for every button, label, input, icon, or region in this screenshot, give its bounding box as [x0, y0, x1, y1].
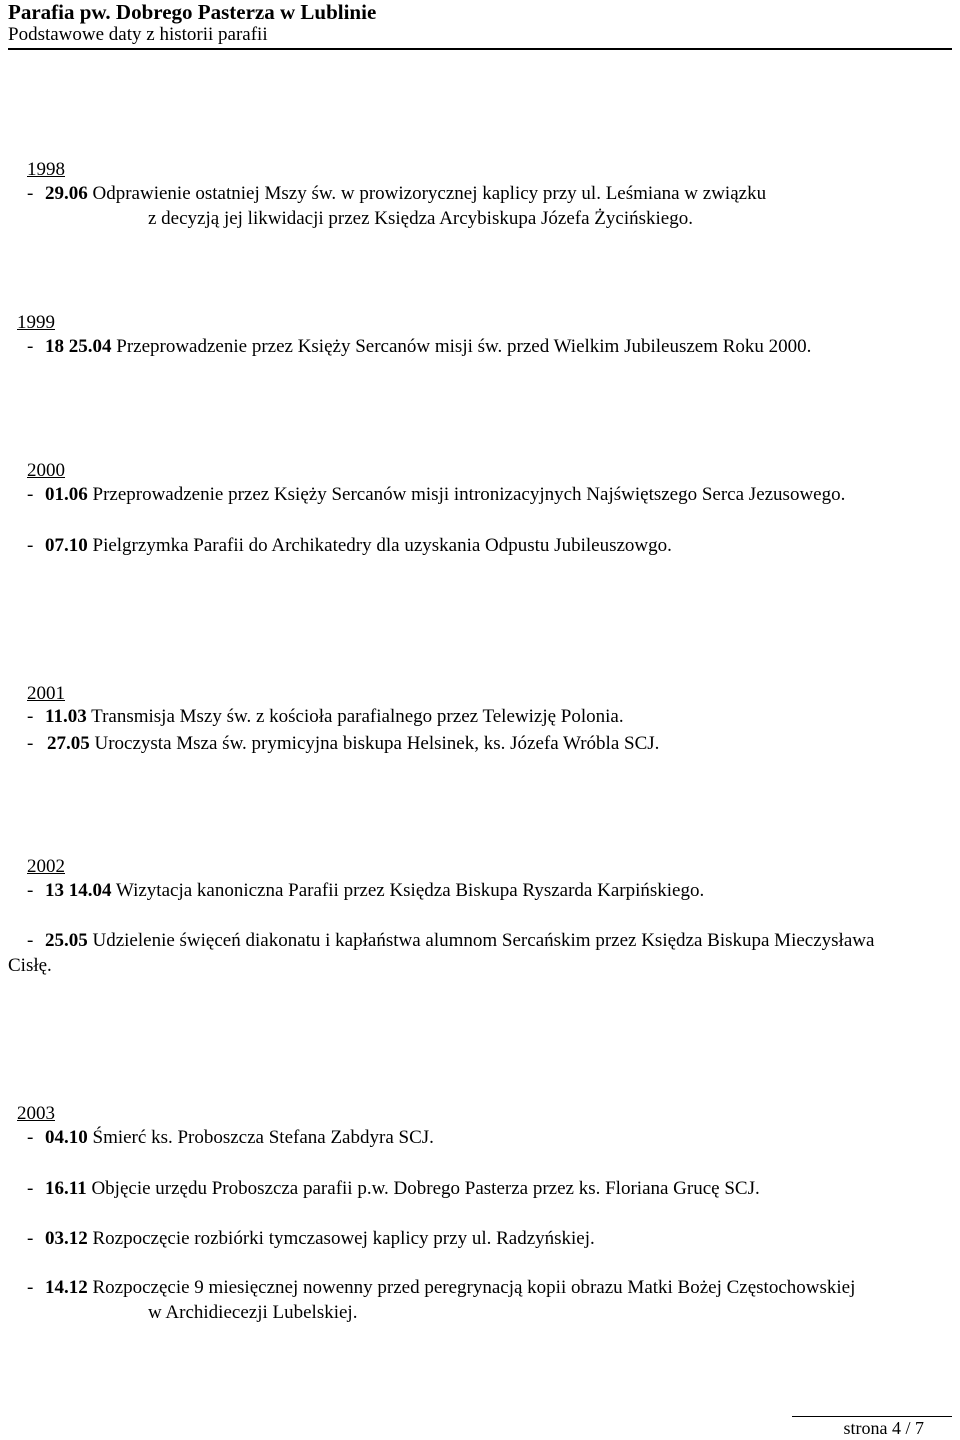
entry-date: 27.05 [47, 733, 90, 754]
page-number: strona 4 / 7 [843, 1418, 924, 1438]
year-heading-2000: 2000 [27, 460, 65, 481]
entry-2003-1 [27, 1127, 434, 1149]
entry-2002-2-continuation: Cisłę. [8, 955, 52, 976]
entry-text: Uroczysta Msza św. prymicyjna biskupa Helsinek, ks. Józefa Wróbla SCJ. [94, 733, 660, 754]
entry-text: Przeprowadzenie przez Księży Sercanów misji intronizacyjnych Najświętszego Serca Jezusowego. [92, 484, 846, 505]
entry-dash: - [27, 1127, 34, 1148]
entry-text: Pielgrzymka Parafii do Archikatedry dla uzyskania Odpustu Jubileuszowgo. [92, 535, 672, 556]
entry-date: 07.10 [45, 535, 88, 556]
entry-2003-2 [27, 1178, 760, 1200]
year-heading-1999: 1999 [17, 312, 55, 333]
entry-1998-1 [27, 183, 766, 205]
entry-text: Objęcie urzędu Proboszcza parafii p.w. Dobrego Pasterza przez ks. Floriana Grucę SCJ. [91, 1178, 760, 1199]
entry-2003-3 [27, 1228, 595, 1250]
year-heading-2001: 2001 [27, 683, 65, 704]
entry-1998-1-continuation: z decyzją jej likwidacji przez Księdza Arcybiskupa Józefa Życińskiego. [148, 208, 693, 229]
entry-dash: - [27, 484, 34, 505]
entry-text: Wizytacja kanoniczna Parafii przez Księdza Biskupa Ryszarda Karpińskiego. [115, 880, 705, 901]
entry-dash: - [27, 336, 34, 357]
entry-dash: - [27, 1277, 34, 1298]
entry-text: Udzielenie święceń diakonatu i kapłaństwa alumnom Sercańskim przez Księdza Biskupa Mieczysława [92, 930, 875, 951]
entry-dash: - [27, 930, 34, 951]
entry-dash: - [27, 880, 34, 901]
document-subtitle: Podstawowe daty z historii parafii [8, 24, 268, 45]
entry-text: Odprawienie ostatniej Mszy św. w prowizorycznej kaplicy przy ul. Leśmiana w związku [92, 183, 767, 204]
year-heading-2002: 2002 [27, 856, 65, 877]
entry-2002-2 [27, 930, 874, 952]
entry-2003-4 [27, 1277, 855, 1299]
document-title: Parafia pw. Dobrego Pasterza w Lublinie [8, 0, 377, 24]
year-heading-1998: 1998 [27, 159, 65, 180]
entry-date: 29.06 [45, 183, 88, 204]
entry-2000-2 [27, 535, 672, 557]
entry-dash: - [27, 1178, 34, 1199]
entry-2002-1 [27, 880, 704, 902]
entry-2001-2 [27, 733, 659, 755]
entry-2003-4-continuation: w Archidiecezji Lubelskiej. [148, 1302, 358, 1323]
entry-2001-1 [27, 706, 624, 728]
entry-1999-1 [27, 336, 811, 358]
page-footer [792, 1416, 952, 1438]
entry-dash: - [27, 733, 34, 754]
entry-dash: - [27, 183, 34, 204]
entry-dash: - [27, 535, 34, 556]
entry-date: 16.11 [45, 1178, 87, 1199]
entry-date: 18 25.04 [45, 336, 112, 357]
entry-date: 04.10 [45, 1127, 88, 1148]
entry-text: Rozpoczęcie 9 miesięcznej nowenny przed peregrynacją kopii obrazu Matki Bożej Częstochowskiej [92, 1277, 856, 1298]
entry-text: Transmisja Mszy św. z kościoła parafialnego przez Telewizję Polonia. [91, 706, 624, 727]
entry-dash: - [27, 1228, 34, 1249]
entry-date: 01.06 [45, 484, 88, 505]
entry-date: 14.12 [45, 1277, 88, 1298]
entry-date: 03.12 [45, 1228, 88, 1249]
entry-date: 11.03 [45, 706, 87, 727]
entry-text: Rozpoczęcie rozbiórki tymczasowej kaplicy przy ul. Radzyńskiej. [92, 1228, 595, 1249]
year-heading-2003: 2003 [17, 1103, 55, 1124]
entry-date: 13 14.04 [45, 880, 112, 901]
page-header [8, 0, 952, 50]
entry-text: Śmierć ks. Proboszcza Stefana Zabdyra SCJ. [92, 1127, 434, 1148]
entry-text: Przeprowadzenie przez Księży Sercanów misji św. przed Wielkim Jubileuszem Roku 2000. [116, 336, 812, 357]
entry-dash: - [27, 706, 34, 727]
entry-2000-1 [27, 484, 845, 506]
entry-date: 25.05 [45, 930, 88, 951]
